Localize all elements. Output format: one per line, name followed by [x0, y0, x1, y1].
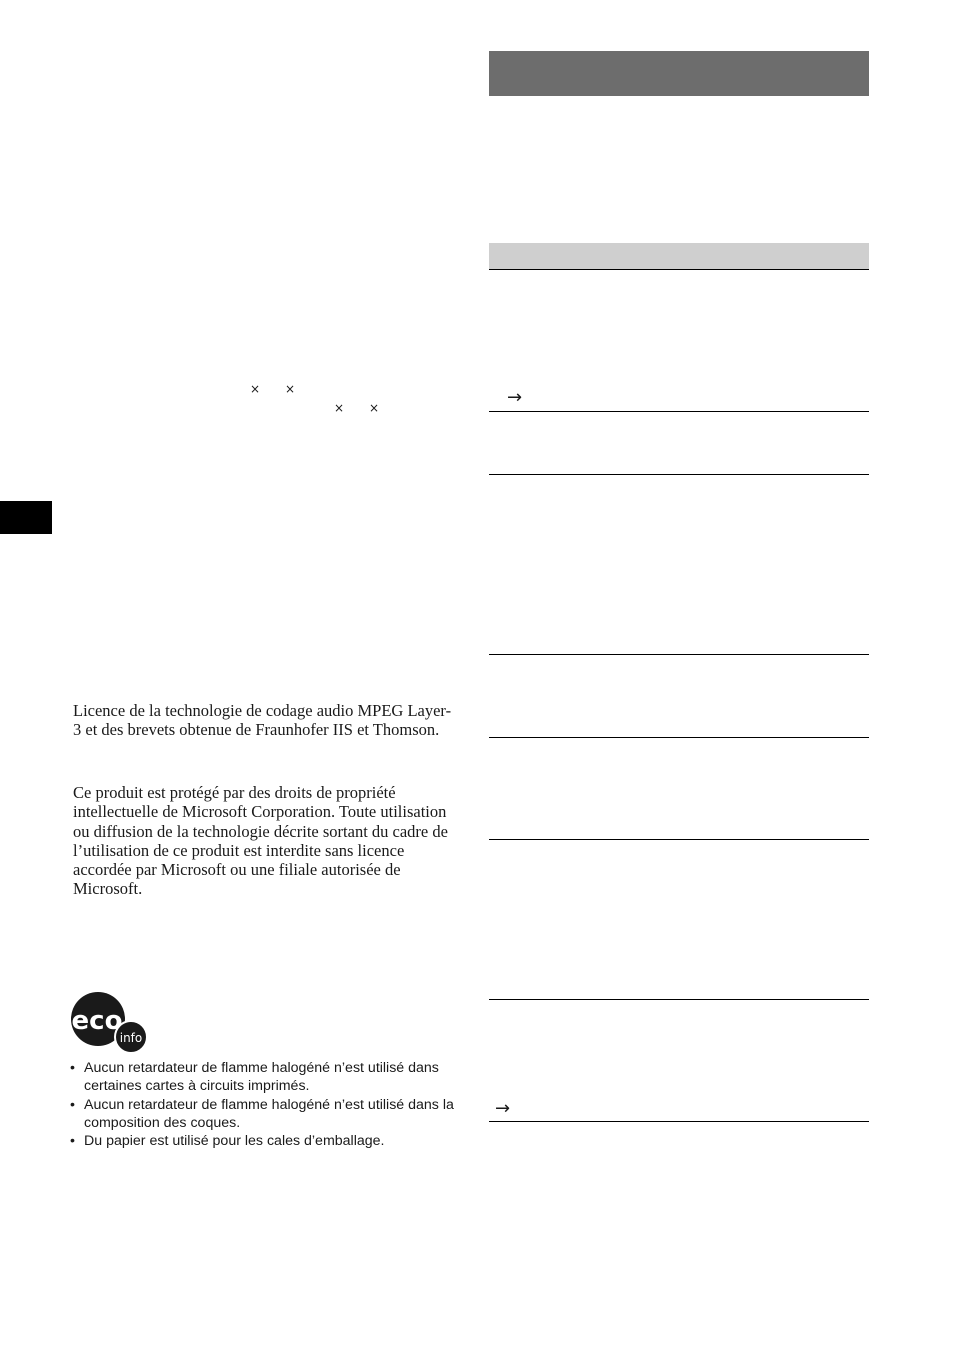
table-row-divider [489, 999, 869, 1000]
bullet: • [70, 1060, 75, 1076]
list-item-text: Aucun retardateur de flamme halogéné n’est utilisé dans la composition des coques. [84, 1096, 454, 1131]
table-row-divider [489, 474, 869, 475]
multiplication-sign: × [369, 401, 380, 415]
bullet: • [70, 1133, 75, 1150]
table-header-band [489, 243, 869, 270]
multiplication-sign: × [334, 401, 345, 415]
table-row-divider [489, 839, 869, 840]
section-tab-marker [0, 501, 52, 534]
eco-logo-main-text: eco [71, 1006, 123, 1036]
section-header-bar [489, 51, 869, 96]
mpeg-license-text: Licence de la technologie de codage audio MPEG Layer-3 et des brevets obtenue de Fraunhofer IIS et Thomson. [73, 701, 452, 740]
eco-info-logo-icon [70, 990, 148, 1056]
list-item [70, 1059, 460, 1096]
bullet: • [70, 1096, 75, 1113]
multiplication-sign: × [285, 382, 296, 396]
table-row-divider [489, 1121, 869, 1122]
arrow-right-icon: → [507, 387, 523, 408]
list-item-text: Aucun retardateur de flamme halogéné n’est utilisé dans certaines cartes à circuits imprimés. [84, 1060, 439, 1095]
arrow-right-icon: → [495, 1098, 511, 1119]
eco-info-list [70, 1059, 460, 1150]
multiplication-sign: × [250, 382, 261, 396]
list-item [70, 1132, 460, 1150]
microsoft-notice-text: Ce produit est protégé par des droits de propriété intellectuelle de Microsoft Corporation. Toute utilisation ou diffusion de la technologie décrite sortant du cadre de l’utilisation de ce produit est interdite sans licence accordée par Microsoft ou une filiale autorisée de Microsoft. [73, 783, 448, 899]
list-item-text: Du papier est utilisé pour les cales d’emballage. [84, 1133, 385, 1150]
table-row-divider [489, 737, 869, 738]
list-item [70, 1096, 460, 1133]
eco-logo-sub-text: info [119, 1031, 143, 1045]
table-row-divider [489, 654, 869, 655]
table-row-divider [489, 411, 869, 412]
